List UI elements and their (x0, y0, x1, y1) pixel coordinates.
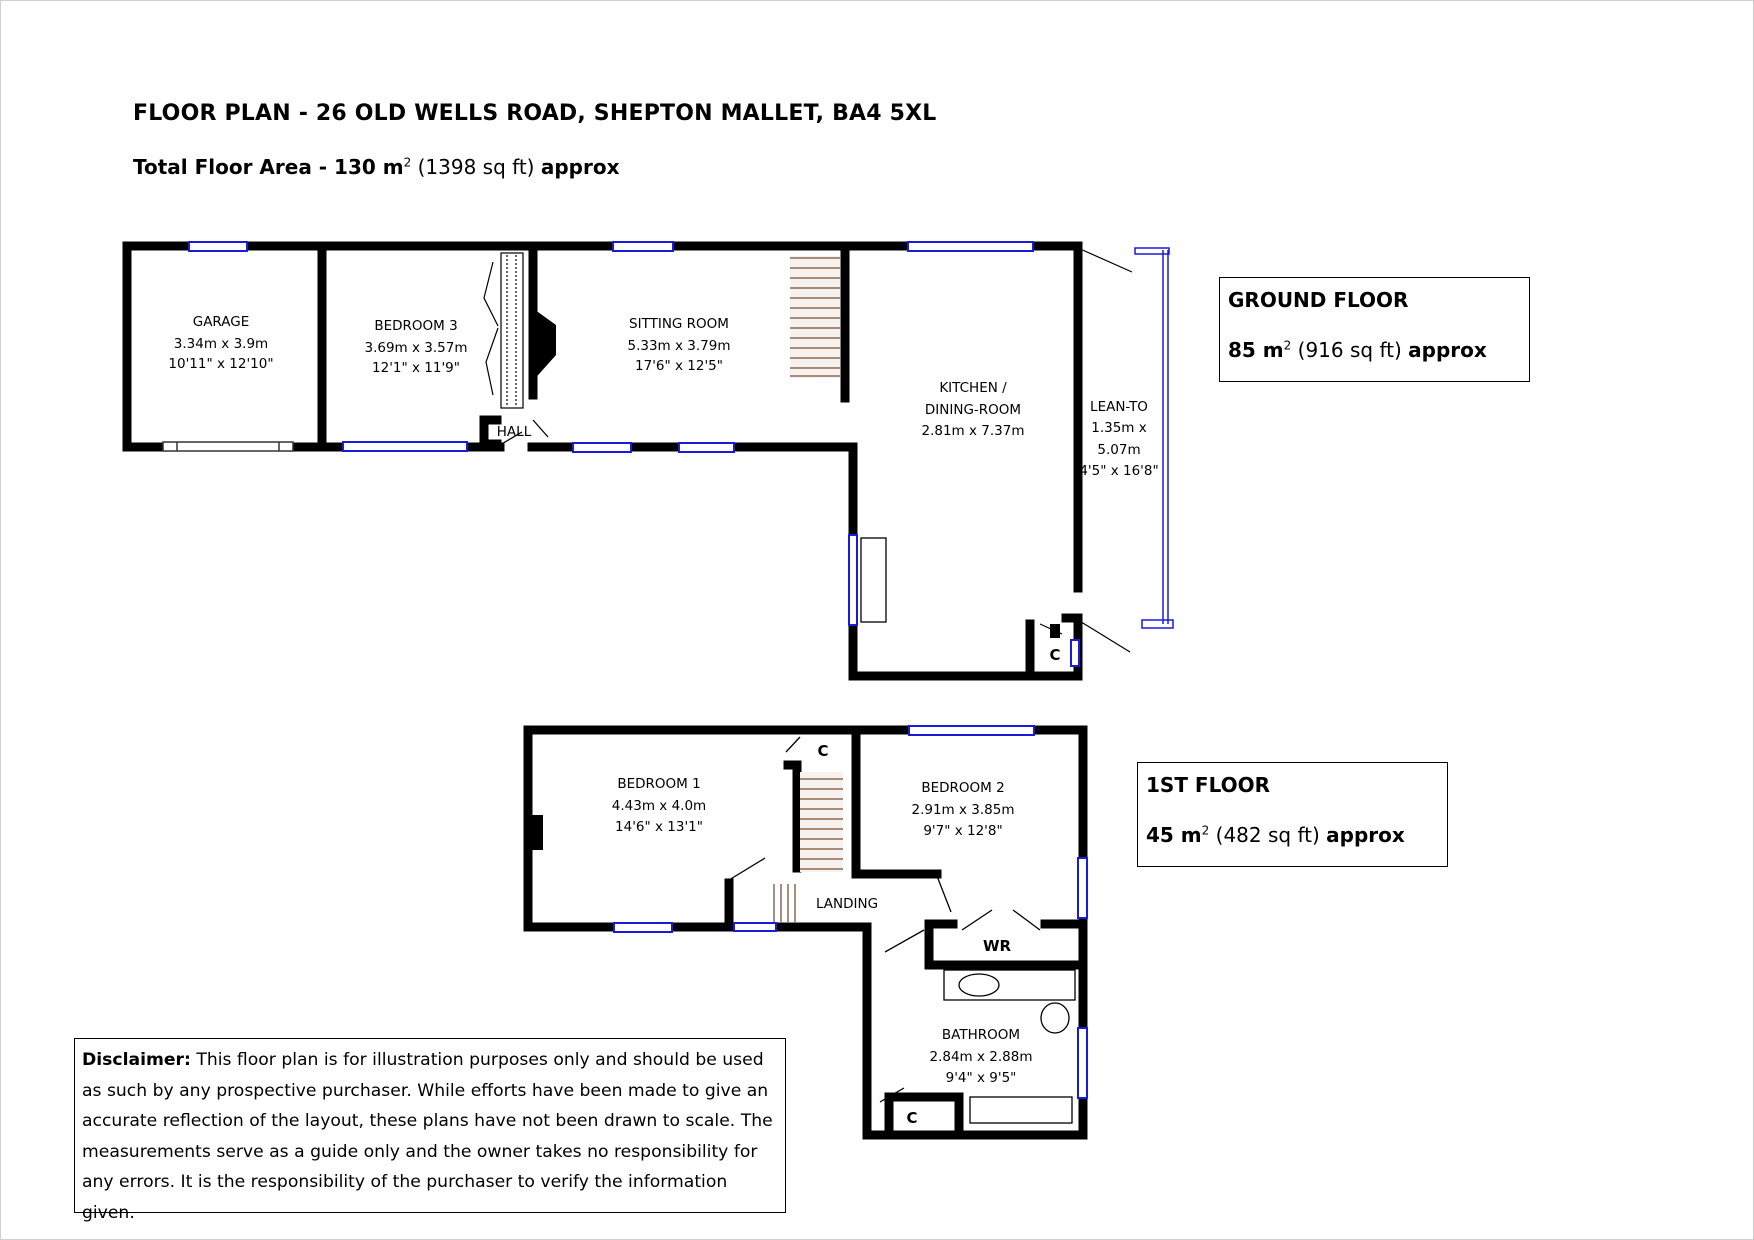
bedroom3-imperial: 12'1" x 11'9" (372, 360, 460, 376)
first-floor-box (1137, 762, 1448, 867)
first-floor-area-sqft: (482 sq ft) (1215, 823, 1320, 847)
ground-floor-area-sup: 2 (1283, 338, 1292, 353)
bedroom3-metric: 3.69m x 3.57m (364, 340, 468, 356)
kitchen-metric: 2.81m x 7.37m (921, 423, 1025, 439)
leanto-imperial: 4'5" x 16'8" (1079, 463, 1159, 479)
first-floor-name: 1ST FLOOR (1146, 773, 1271, 797)
first-floor-area-suffix: approx (1326, 823, 1405, 847)
ground-floor-name: GROUND FLOOR (1228, 288, 1409, 312)
disclaimer-box (74, 1038, 786, 1223)
garage-door (163, 442, 293, 451)
garage-metric: 3.34m x 3.9m (173, 336, 269, 352)
ground-floor-labels (168, 314, 1158, 664)
ground-floor-area-sqft: (916 sq ft) (1297, 338, 1402, 362)
page-title: FLOOR PLAN - 26 OLD WELLS ROAD, SHEPTON MALLET, BA4 5XL (133, 101, 937, 126)
bedroom1-metric: 4.43m x 4.0m (611, 798, 707, 814)
ground-stairs (790, 256, 840, 378)
first-floor-area-sup: 2 (1201, 823, 1210, 838)
total-area-sqft: (1398 sq ft) (417, 155, 535, 179)
first-cupboard-top-label: C (817, 742, 829, 760)
ground-floor-area (1228, 338, 1487, 362)
kitchen-worktop (861, 538, 886, 622)
ground-floor-box (1219, 277, 1530, 382)
bedroom2-name: BEDROOM 2 (921, 780, 1005, 796)
fireplace-icon (531, 307, 556, 383)
bathroom-imperial: 9'4" x 9'5" (945, 1070, 1017, 1086)
first-floor-area-m2: 45 m (1146, 823, 1202, 847)
bedroom2-imperial: 9'7" x 12'8" (923, 823, 1003, 839)
bathroom-name: BATHROOM (941, 1027, 1021, 1043)
disclaimer-text: This floor plan is for illustration purposes only and should be used as such by any prospective purchaser. While efforts have been made to give an accurate reflection of the layout, these plans have not been drawn to scale. The measurements serve as a guide only and the owner takes no responsibility for any errors. It is the responsibility of the purchaser to verify the information given. (82, 1050, 773, 1223)
garage-name: GARAGE (192, 314, 250, 330)
bathroom-fixtures (941, 970, 1075, 1123)
ground-cupboard (1050, 624, 1060, 638)
kitchen-name-line1: KITCHEN / (939, 380, 1007, 396)
garage-imperial: 10'11" x 12'10" (168, 356, 274, 372)
ground-floor-walls (127, 246, 1078, 676)
landing-name: LANDING (815, 896, 879, 912)
leanto-metric-line1: 1.35m x (1091, 420, 1147, 436)
bedroom1-imperial: 14'6" x 13'1" (615, 819, 703, 835)
total-area-sup: 2 (403, 155, 412, 170)
total-area-suffix: approx (540, 155, 620, 179)
ground-floor-area-suffix: approx (1408, 338, 1487, 362)
lean-to-glazing (1135, 248, 1173, 628)
first-floor-area (1146, 823, 1405, 847)
sitting-name: SITTING ROOM (629, 316, 729, 332)
sitting-imperial: 17'6" x 12'5" (635, 358, 723, 374)
kitchen-name-line2: DINING-ROOM (924, 402, 1022, 418)
first-cupboard-bottom-label: C (906, 1109, 918, 1127)
disclaimer-label: Disclaimer: (82, 1050, 191, 1070)
leanto-name: LEAN-TO (1090, 399, 1148, 415)
ground-cupboard-label: C (1049, 646, 1061, 664)
bedroom2-metric: 2.91m x 3.85m (911, 802, 1015, 818)
bedroom1-chimney (530, 815, 543, 850)
bathroom-metric: 2.84m x 2.88m (929, 1049, 1033, 1065)
bedroom3-wardrobe (484, 253, 523, 408)
sitting-metric: 5.33m x 3.79m (627, 338, 731, 354)
bedroom3-name: BEDROOM 3 (374, 318, 458, 334)
leanto-metric-line2: 5.07m (1097, 442, 1141, 458)
ground-floor-area-m2: 85 m (1228, 338, 1284, 362)
bedroom1-name: BEDROOM 1 (617, 776, 701, 792)
ground-floor-plan (127, 242, 1173, 676)
total-area-label: Total Floor Area - 130 m (133, 155, 404, 179)
wr-name: WR (982, 937, 1012, 955)
hall-name: HALL (496, 424, 532, 440)
